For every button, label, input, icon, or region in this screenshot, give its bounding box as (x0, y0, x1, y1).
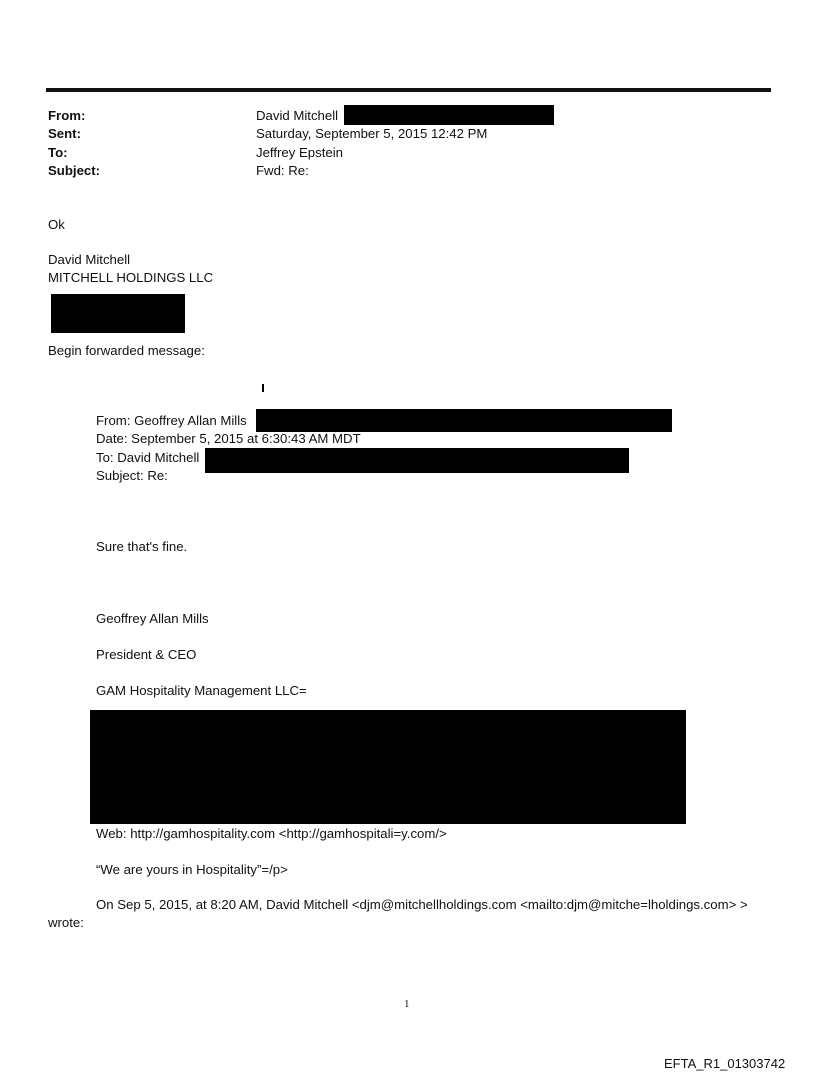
page-number: 1 (404, 998, 410, 1010)
fwd-web-line: Web: http://gamhospitality.com <http://gamhospitali=y.com/> (96, 826, 447, 841)
sent-value: Saturday, September 5, 2015 12:42 PM (256, 126, 488, 141)
fwd-to-line: To: David Mitchell (96, 450, 200, 465)
redaction-fwd-to-email (205, 448, 629, 473)
from-label: From: (48, 108, 86, 123)
fwd-tagline: “We are yours in Hospitality”=/p> (96, 862, 288, 877)
subject-value: Fwd: Re: (256, 163, 309, 178)
redaction-signature-phone (51, 294, 185, 333)
quote-header-line1: On Sep 5, 2015, at 8:20 AM, David Mitchell <djm@mitchellholdings.com <mailto:djm@mitche=lholdings.com> > (96, 897, 748, 912)
fwd-sig-title: President & CEO (96, 647, 197, 662)
signature-name: David Mitchell (48, 252, 131, 267)
quote-header-line2: wrote: (48, 915, 84, 930)
signature-company: MITCHELL HOLDINGS LLC (48, 270, 214, 285)
to-value: Jeffrey Epstein (256, 145, 343, 160)
redaction-contact-block (90, 710, 686, 824)
sent-label: Sent: (48, 126, 81, 141)
from-value: David Mitchell (256, 108, 339, 123)
fwd-date-line: Date: September 5, 2015 at 6:30:43 AM MDT (96, 431, 361, 446)
forward-intro: Begin forwarded message: (48, 343, 205, 358)
redaction-fwd-from-email (256, 409, 672, 432)
fwd-sig-company: GAM Hospitality Management LLC= (96, 683, 307, 698)
header-divider (46, 88, 771, 92)
to-label: To: (48, 145, 68, 160)
document-id: EFTA_R1_01303742 (664, 1056, 786, 1071)
fwd-sig-name: Geoffrey Allan Mills (96, 611, 209, 626)
redaction-from-email (344, 105, 554, 125)
reply-text: Ok (48, 217, 65, 232)
stray-mark (262, 384, 264, 392)
fwd-from-line: From: Geoffrey Allan Mills (96, 413, 247, 428)
subject-label: Subject: (48, 163, 101, 178)
fwd-message: Sure that's fine. (96, 539, 188, 554)
fwd-subject-line: Subject: Re: (96, 468, 168, 483)
